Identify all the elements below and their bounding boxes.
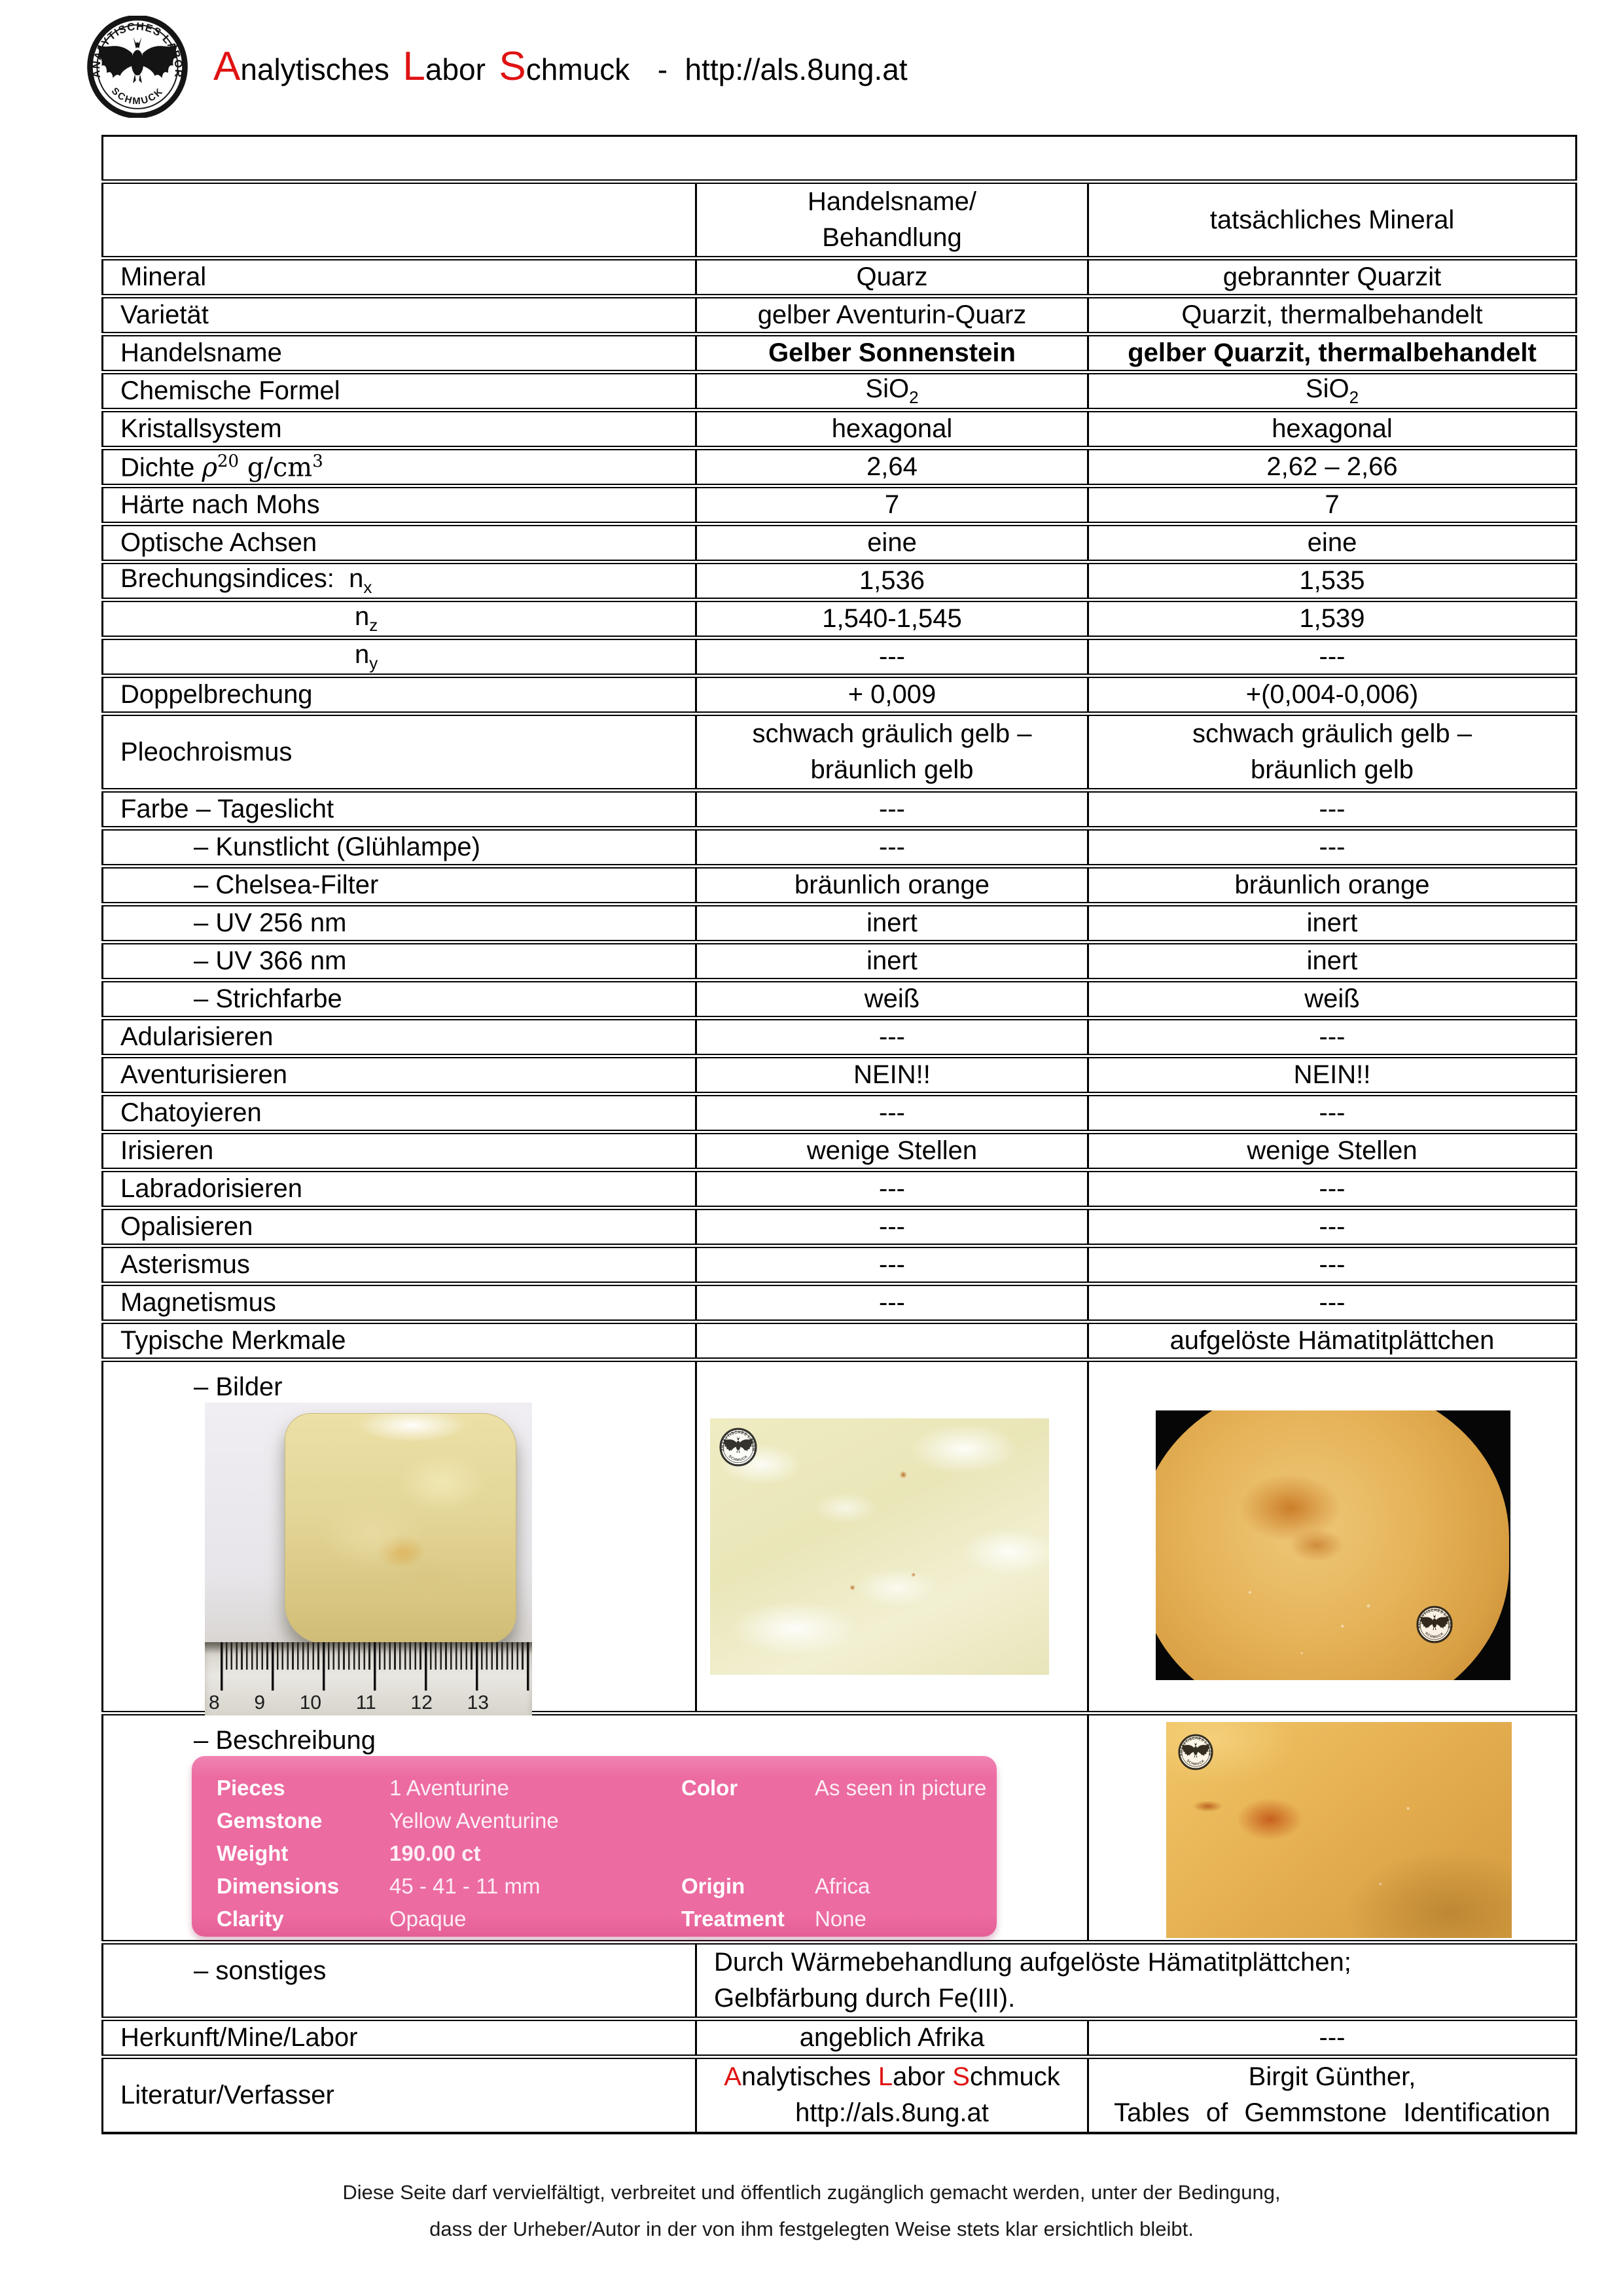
picture-cell-4 [1088,1713,1577,1943]
table-row: $n_y$ --- --- [103,638,1577,676]
row-label: Labradorisieren [103,1170,696,1208]
table-row: Brechungsindices: $n_x$ 1,536 1,535 [103,562,1577,600]
row-label: Chemische Formel [103,372,696,410]
ruler [205,1642,532,1715]
row-label: Typische Merkmale [103,1322,696,1360]
table-row: Varietät gelber Aventurin-Quarz Quarzit, thermalbehandelt [103,296,1577,334]
literature-source: Analytisches Labor Schmuck http://als.8ung.at [696,2057,1088,2133]
gem-identification-table [101,135,1577,2134]
ruler-numbers: 8 9 10 11 12 13 [209,1692,489,1713]
header-col-mineral: tatsächliches Mineral [1088,182,1577,259]
bilder-label: – Bilder [194,1372,283,1401]
table-row: Doppelbrechung + 0,009 +(0,004-0,006) [103,676,1577,714]
empty-top-row [103,136,1577,182]
table-row: Farbe – Tageslicht --- --- [103,791,1577,829]
row-label: Asterismus [103,1246,696,1284]
beschreibung-label: – Beschreibung [194,1726,376,1755]
gem-stone-image [285,1413,516,1643]
row-label: Optische Achsen [103,524,696,562]
table-row: Opalisieren --- --- [103,1208,1577,1246]
table-row: – UV 256 nm inert inert [103,905,1577,942]
row-label: Herkunft/Mine/Labor [103,2019,696,2057]
als-watermark-icon [719,1427,757,1467]
row-label: Handelsname [103,334,696,372]
description-cell [103,1713,1088,1943]
table-row: Handelsname Gelber Sonnenstein gelber Quarzit, thermalbehandelt [103,334,1577,372]
row-label: Adularisieren [103,1018,696,1056]
table-row: Magnetismus --- --- [103,1284,1577,1322]
literature-row [103,2057,1577,2133]
table-row: Chemische Formel SiO$_2$ SiO$_2$ [103,372,1577,410]
header-row [103,182,1577,259]
title-separator: - [657,52,668,86]
header-cell-empty [103,182,696,259]
als-bat-logo [84,16,191,118]
table-row: – UV 366 nm inert inert [103,942,1577,980]
literature-author: Birgit Günther, Tables of Gemmstone Identification [1088,2057,1577,2133]
row-label: Dichte $\rho^{20}$ $g/cm^3$ [103,448,696,486]
table-row: Mineral Quarz gebrannter Quarzit [103,259,1577,296]
sonstiges-text: Durch Wärmebehandlung aufgelöste Hämatitplättchen; Gelbfärbung durch Fe(III). [696,1943,1577,2019]
picture-cell-1 [103,1360,696,1713]
row-label: Pleochroismus [103,714,696,791]
table-row: Pleochroismus schwach gräulich gelb – bräunlich gelb schwach gräulich gelb – bräunlich gelb [103,714,1577,791]
literature-url: http://als.8ung.at [795,2098,989,2128]
license-note: Diese Seite darf vervielfältigt, verbreitet und öffentlich zugänglich gemacht werden, unter der Bedingung, dass der Urheber/Autor in der von ihm festgelegten Weise stets klar ersichtlich bleibt. [342,2181,1281,2240]
ruler-cm-ticks [221,1642,529,1691]
table-row: $n_z$ 1,540-1,545 1,539 [103,600,1577,638]
photo-gem-with-ruler [205,1403,532,1715]
page-title: Analytisches Labor Schmuck - http://als.8ung.at [213,44,908,89]
row-label: Literatur/Verfasser [103,2057,696,2133]
table-row: Irisieren wenige Stellen wenige Stellen [103,1132,1577,1170]
row-label: Härte nach Mohs [103,486,696,524]
row-label: Doppelbrechung [103,676,696,714]
table-row: Optische Achsen eine eine [103,524,1577,562]
title-initial: A [213,44,241,89]
row-label: – UV 366 nm [103,942,696,980]
table-row: Labradorisieren --- --- [103,1170,1577,1208]
table-row: Chatoyieren --- --- [103,1094,1577,1132]
misc-row [103,1943,1577,2019]
description-row [103,1713,1577,1943]
sonstiges-label: – sonstiges [103,1943,696,2019]
pictures-row [103,1360,1577,1713]
table-row: Asterismus --- --- [103,1246,1577,1284]
photo-microscope-surface [710,1418,1049,1675]
row-label: – Chelsea-Filter [103,867,696,905]
row-label: Kristallsystem [103,410,696,448]
gem-description-card: Pieces 1 Aventurine Color As seen in picture Gemstone Yellow Aventurine Weight 190.00 ct Dimensions 45 - 41 - 11 mm Origin Africa Clarity Opaque Treatment None [192,1756,997,1937]
row-label: $n_z$ [103,600,696,638]
row-label: – Kunstlicht (Glühlampe) [103,829,696,867]
site-url: http://als.8ung.at [685,52,908,86]
row-label: Irisieren [103,1132,696,1170]
row-label: $n_y$ [103,638,696,676]
row-label: Brechungsindices: $n_x$ [103,562,696,600]
row-label: – Strichfarbe [103,980,696,1018]
row-label: – UV 256 nm [103,905,696,942]
photo-microscope-inclusion [1166,1722,1512,1938]
table-row: Typische Merkmale aufgelöste Hämatitplättchen [103,1322,1577,1360]
als-watermark-icon [1416,1605,1453,1643]
origin-row: Herkunft/Mine/Labor angeblich Afrika --- [103,2019,1577,2057]
table-row: Adularisieren --- --- [103,1018,1577,1056]
table-row: Härte nach Mohs 7 7 [103,486,1577,524]
table-row: Aventurisieren NEIN!! NEIN!! [103,1056,1577,1094]
picture-cell-3 [1088,1360,1577,1713]
als-watermark-icon [1178,1734,1213,1770]
table-row: – Strichfarbe weiß weiß [103,980,1577,1018]
row-label: Chatoyieren [103,1094,696,1132]
table-row: – Chelsea-Filter bräunlich orange bräunlich orange [103,867,1577,905]
row-label: Farbe – Tageslicht [103,791,696,829]
table-row: Dichte $\rho^{20}$ $g/cm^3$ 2,64 2,62 – 2,66 [103,448,1577,486]
table-row: Kristallsystem hexagonal hexagonal [103,410,1577,448]
row-label: Mineral [103,259,696,296]
row-label: Opalisieren [103,1208,696,1246]
row-label: Aventurisieren [103,1056,696,1094]
photo-microscope-dark-field [1156,1410,1510,1680]
title-initial: S [499,44,526,89]
title-initial: L [402,44,425,89]
row-label: Magnetismus [103,1284,696,1322]
header-col-handelsname: Handelsname/ Behandlung [696,182,1088,259]
table-row: – Kunstlicht (Glühlampe) --- --- [103,829,1577,867]
row-label: Varietät [103,296,696,334]
picture-cell-2 [696,1360,1088,1713]
